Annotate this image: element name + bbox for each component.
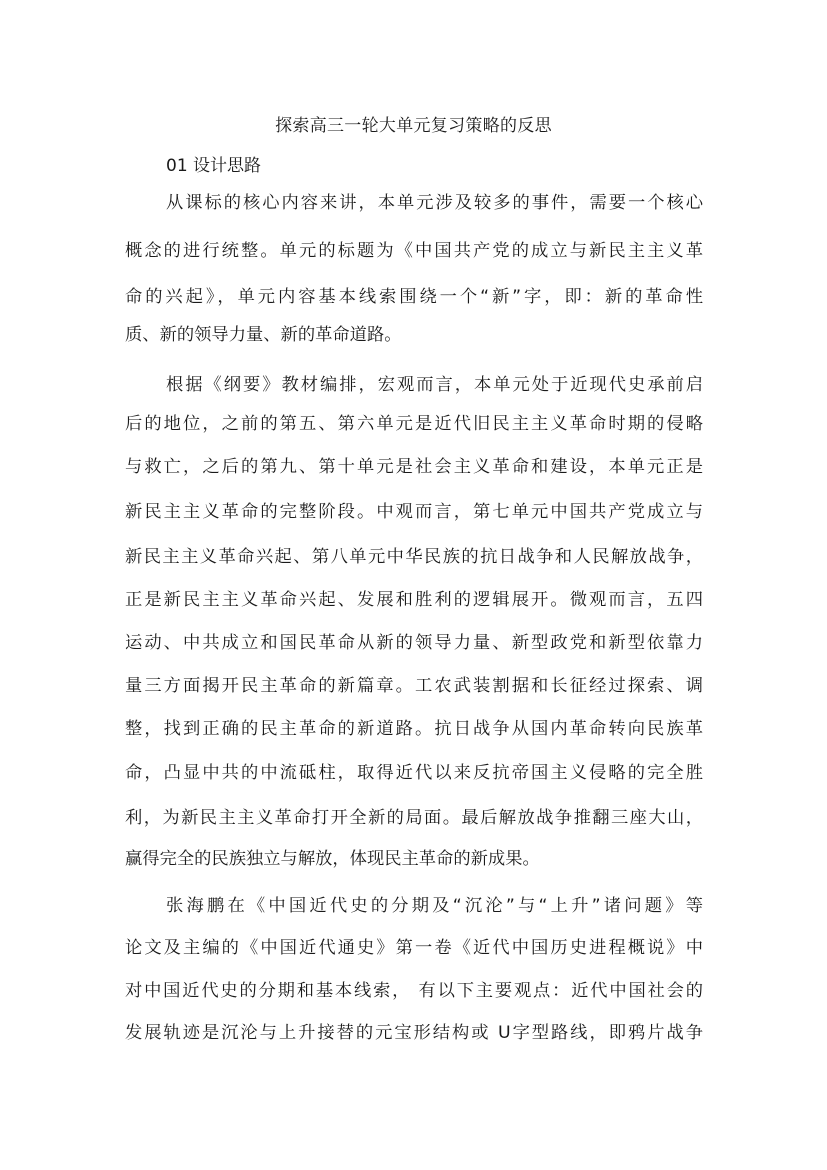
paragraph-1-line-3: 命的兴起》，单元内容基本线索围绕一个“新”字，即：新的革命性 bbox=[125, 287, 703, 307]
paragraph-2-line-11: 利，为新民主主义革命打开全新的局面。最后解放战争推翻三座大山， bbox=[125, 808, 703, 828]
paragraph-2-line-7: 运动、中共成立和国民革命从新的领导力量、新型政党和新型依靠力 bbox=[125, 633, 703, 653]
paragraph-2-line-5: 新民主主义革命兴起、第八单元中华民族的抗日战争和人民解放战争， bbox=[125, 547, 703, 567]
paragraph-3-line-4: 发展轨迹是沉沦与上升接替的元宝形结构或 U字型路线，即鸦片战争 bbox=[125, 1023, 703, 1043]
section-heading: 01 设计思路 bbox=[166, 156, 262, 176]
paragraph-2-line-10: 命，凸显中共的中流砥柱，取得近代以来反抗帝国主义侵略的完全胜 bbox=[125, 763, 703, 783]
paragraph-1-line-1: 从课标的核心内容来讲，本单元涉及较多的事件，需要一个核心 bbox=[166, 193, 703, 213]
paragraph-3-line-1: 张海鹏在《中国近代史的分期及“沉沦”与“上升”诸问题》等 bbox=[166, 896, 703, 916]
paragraph-3-line-2: 论文及主编的《中国近代通史》第一卷《近代中国历史进程概说》中 bbox=[125, 938, 703, 958]
paragraph-2-line-1: 根据《纲要》教材编排，宏观而言，本单元处于近现代史承前启 bbox=[166, 375, 703, 395]
paragraph-2-line-3: 与救亡，之后的第九、第十单元是社会主义革命和建设，本单元正是 bbox=[125, 457, 703, 477]
paragraph-2-line-8: 量三方面揭开民主革命的新篇章。工农武装割据和长征经过探索、调 bbox=[125, 676, 703, 696]
document-title: 探索高三一轮大单元复习策略的反思 bbox=[275, 116, 552, 136]
paragraph-3-line-3: 对中国近代史的分期和基本线索， 有以下主要观点：近代中国社会的 bbox=[125, 981, 703, 1001]
paragraph-2-line-6: 正是新民主主义革命兴起、发展和胜利的逻辑展开。微观而言，五四 bbox=[125, 590, 703, 610]
paragraph-2-line-4: 新民主主义革命的完整阶段。中观而言，第七单元中国共产党成立与 bbox=[125, 502, 703, 522]
paragraph-1-line-2: 概念的进行统整。单元的标题为《中国共产党的成立与新民主主义革 bbox=[125, 241, 703, 261]
paragraph-1-line-4: 质、新的领导力量、新的革命道路。 bbox=[125, 325, 402, 345]
paragraph-2-line-12: 赢得完全的民族独立与解放，体现民主革命的新成果。 bbox=[125, 849, 540, 869]
paragraph-2-line-2: 后的地位，之前的第五、第六单元是近代旧民主主义革命时期的侵略 bbox=[125, 414, 703, 434]
paragraph-2-line-9: 整，找到正确的民主革命的新道路。抗日战争从国内革命转向民族革 bbox=[125, 719, 703, 739]
